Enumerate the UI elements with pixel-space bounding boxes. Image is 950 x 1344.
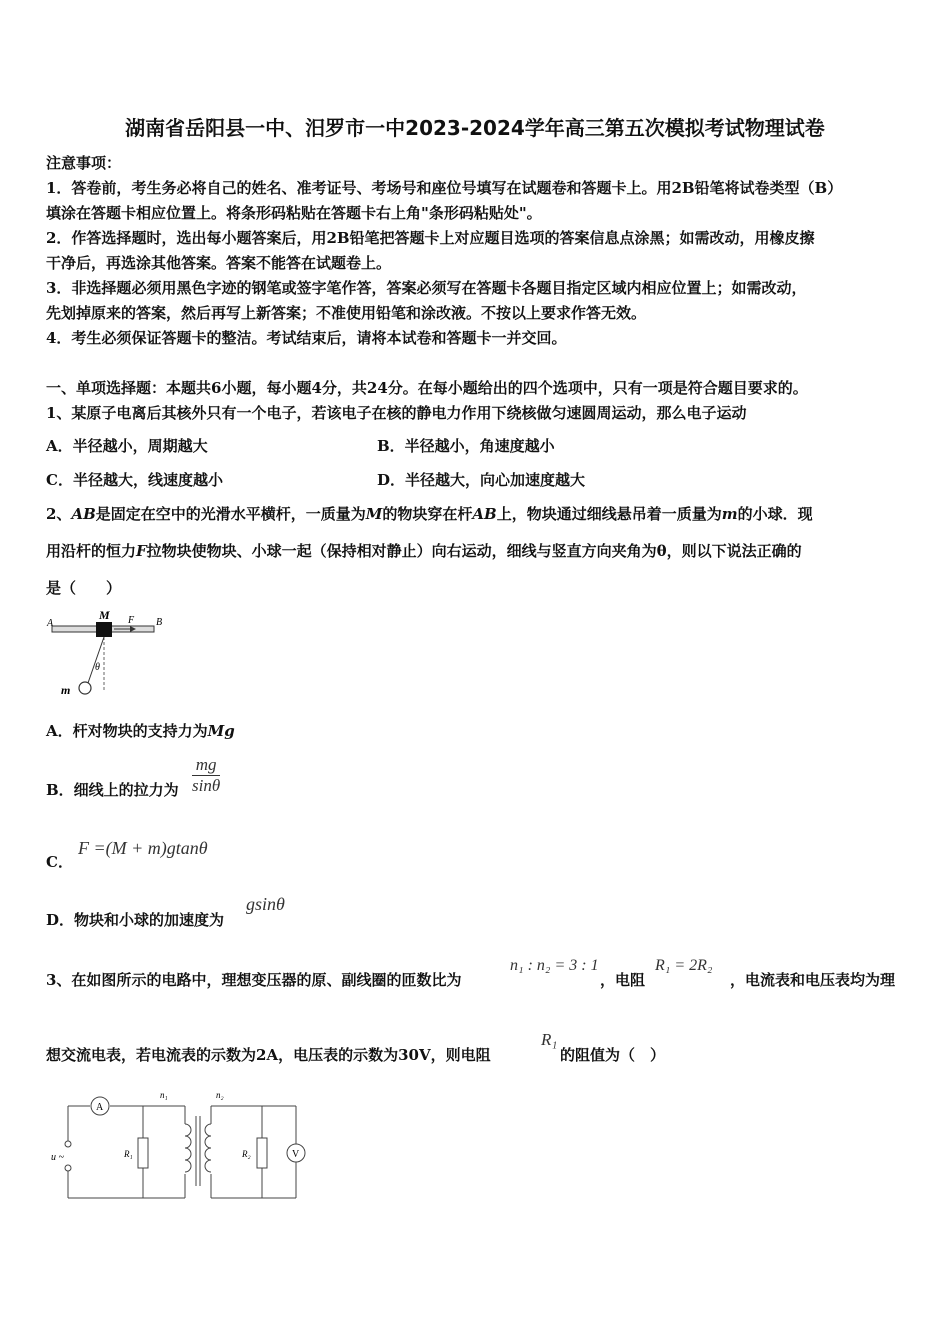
q1-option-d: D．半径越大，向心加速度越大 [377, 471, 586, 489]
notes-line-5: 3．非选择题必须用黑色字迹的钢笔或签字笔作答，答案必须写在答题卡各题目指定区域内相应位置上；如需改动， [46, 279, 807, 297]
notes-line-3: 2．作答选择题时，选出每小题答案后，用2B铅笔把答题卡上对应题目选项的答案信息点涂黑；如需改动，用橡皮擦 [46, 229, 815, 247]
label-f: F [128, 615, 135, 626]
label-n1: n₁ [160, 1090, 168, 1100]
notes-line-2: 填涂在答题卡相应位置上。将条形码粘贴在答题卡右上角"条形码粘贴处"。 [46, 204, 542, 222]
q2-rod-pendulum-figure [44, 606, 174, 702]
block-m [96, 622, 112, 637]
q3-resistance-relation: R₁ = 2R₂ [655, 957, 713, 974]
label-m-ball: m [61, 683, 71, 697]
q3-line-1-c: ，电流表和电压表均为理 [730, 971, 896, 989]
q3-line-1-a: 3、在如图所示的电路中，理想变压器的原、副线圈的匝数比为 [46, 971, 462, 989]
q2-option-b-fraction [192, 755, 220, 796]
label-u: u ~ [51, 1152, 64, 1163]
q1-option-a: A．半径越小，周期越大 [46, 437, 208, 455]
notes-line-1: 1．答卷前，考生务必将自己的姓名、准考证号、考场号和座位号填写在试题卷和答题卡上。用2B铅笔将试卷类型（B） [46, 179, 843, 197]
q2-line-2: 用沿杆的恒力F拉物块使物块、小球一起（保持相对静止）向右运动，细线与竖直方向夹角为θ，则以下说法正确的 [46, 542, 802, 560]
label-r1: R₁ [124, 1149, 133, 1159]
label-a: A [47, 618, 54, 629]
q2-option-a: A．杆对物块的支持力为Mg [46, 722, 235, 740]
terminal-bottom [65, 1165, 71, 1171]
notes-heading: 注意事项： [46, 154, 122, 172]
label-r2: R₂ [242, 1149, 251, 1159]
q3-turns-ratio: n₁ : n₂ = 3 : 1 [510, 957, 599, 974]
label-n2: n₂ [216, 1090, 224, 1100]
q3-transformer-circuit-figure [48, 1086, 310, 1208]
section-heading: 一、单项选择题：本题共6小题，每小题4分，共24分。在每小题给出的四个选项中，只有一项是符合题目要求的。 [46, 379, 808, 397]
q3-r1: R₁ [541, 1030, 558, 1049]
label-theta: θ [95, 662, 100, 673]
q2-option-c-formula: F =(M + m)gtanθ [78, 838, 208, 858]
notes-line-7: 4．考生必须保证答题卡的整洁。考试结束后，请将本试卷和答题卡一并交回。 [46, 329, 567, 347]
resistor-r2 [257, 1138, 267, 1168]
terminal-top [65, 1141, 71, 1147]
resistor-r1 [138, 1138, 148, 1168]
ball-m [79, 682, 91, 694]
q2-option-d: D．物块和小球的加速度为 [46, 911, 225, 929]
q2-line-1: 2、AB是固定在空中的光滑水平横杆，一质量为M的物块穿在杆AB上，物块通过细线悬吊着一质量为m的小球．现 [46, 505, 813, 523]
label-b: B [156, 617, 163, 628]
string-line [88, 637, 104, 683]
q1-option-b: B．半径越小，角速度越小 [377, 437, 555, 455]
notes-line-4: 干净后，再选涂其他答案。答案不能答在试题卷上。 [46, 254, 392, 272]
label-voltmeter: V [292, 1149, 300, 1160]
q3-line-2-a: 想交流电表，若电流表的示数为2A，电压表的示数为30V，则电阻 [46, 1046, 491, 1064]
notes-line-6: 先划掉原来的答案，然后再写上新答案；不准使用铅笔和涂改液。不按以上要求作答无效。 [46, 304, 647, 322]
label-m-block: M [99, 608, 110, 622]
q2-line-3: 是（ ） [46, 579, 122, 597]
q2-option-b: B．细线上的拉力为 [46, 781, 179, 799]
q3-line-1-b: ，电阻 [600, 971, 646, 989]
label-ammeter: A [96, 1102, 104, 1113]
q2-option-d-formula: gsinθ [246, 894, 285, 914]
q1-option-c: C．半径越大，线速度越小 [46, 471, 223, 489]
fraction-denominator: sinθ [192, 776, 221, 795]
q2-option-c-label: C． [46, 853, 73, 871]
page-title: 湖南省岳阳县一中、汨罗市一中2023-2024学年高三第五次模拟考试物理试卷 [125, 116, 825, 140]
q1-stem: 1、某原子电离后其核外只有一个电子，若该电子在核的静电力作用下绕核做匀速圆周运动，那么电子运动 [46, 404, 747, 422]
fraction-numerator: mg [192, 755, 220, 776]
q3-line-2-b: 的阻值为（ ） [560, 1046, 666, 1064]
